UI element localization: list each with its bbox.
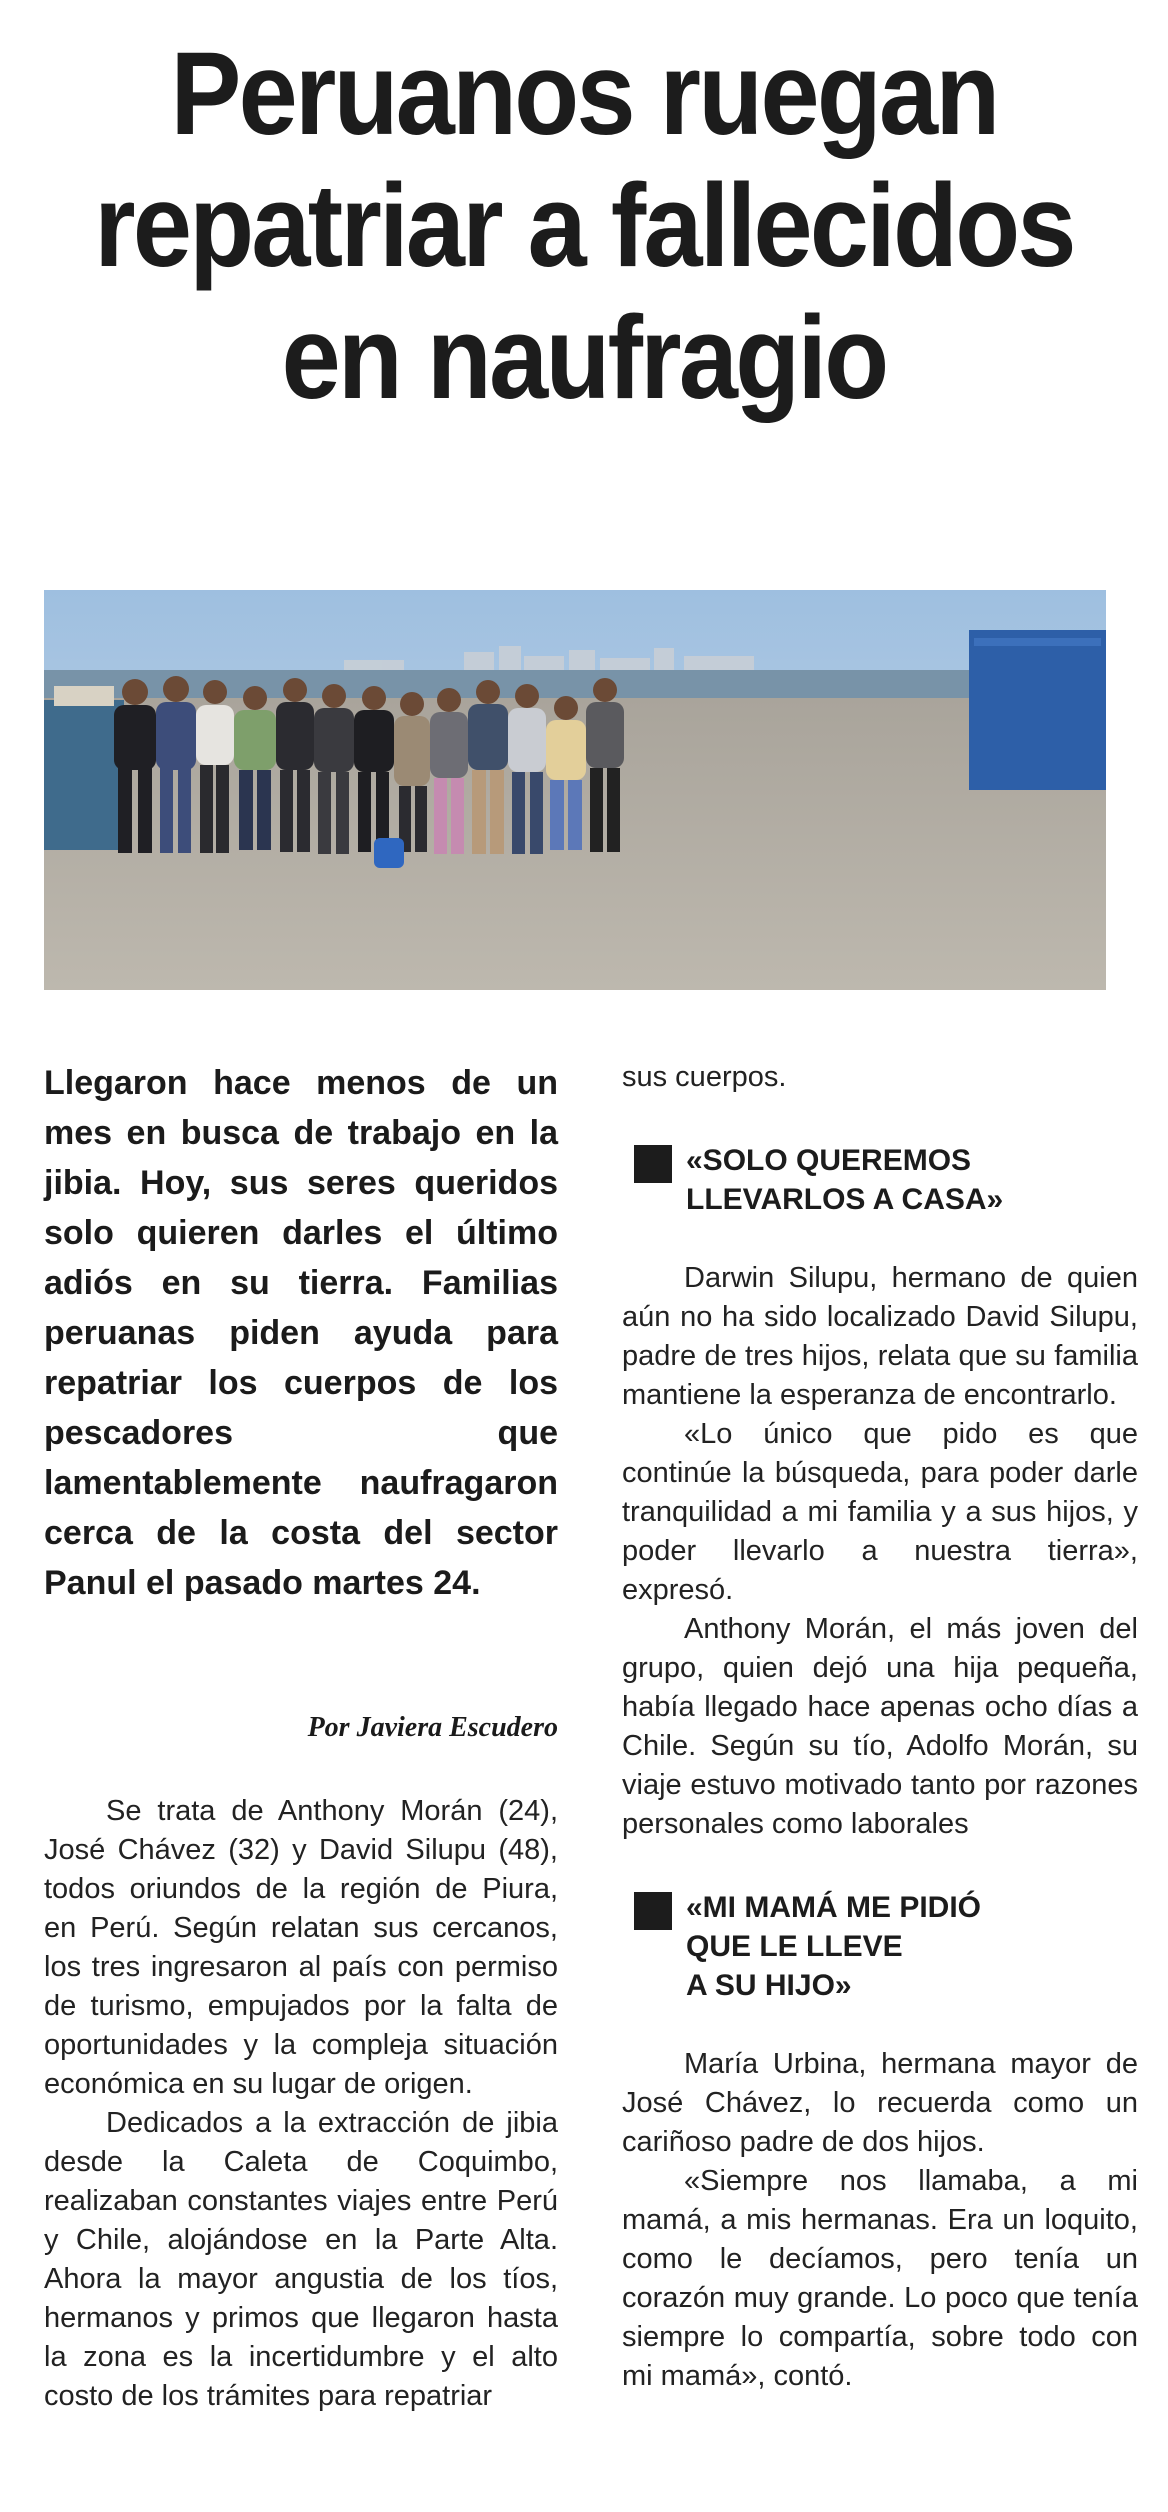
article-headline — [85, 28, 1082, 424]
paragraph: Dedicados a la extracción de jibia desde la Caleta de Coquimbo, realizaban constantes viajes entre Perú y Chile, alojándose en la Parte Alta. Ahora la mayor angustia de los tíos, hermanos y primos que llegaron hasta la zona es la incertidumbre y el alto costo de los trámites para repatriar — [44, 2107, 558, 2412]
paragraph: Darwin Silupu, hermano de quien aún no ha sido localizado David Silupu, padre de tres hijos, relata que su familia mantiene la esperanza de encontrarlo. — [622, 1262, 1138, 1411]
paragraph: María Urbina, hermana mayor de José Chávez, lo recuerda como un cariñoso padre de dos hijos. — [622, 2048, 1138, 2158]
paragraph-continuation: sus cuerpos. — [622, 1061, 787, 1093]
square-bullet-icon — [634, 1892, 672, 1930]
headline-line-2: repatriar a fallecidos — [94, 160, 1074, 292]
right-column — [622, 1058, 1138, 2396]
section-title-1: «SOLO QUEREMOS LLEVARLOS A CASA» — [686, 1144, 1004, 1216]
paragraph: Se trata de Anthony Morán (24), José Chávez (32) y David Silupu (48), todos oriundos de la región de Piura, en Perú. Según relatan sus cercanos, los tres ingresaron al país con permiso de turismo, empujados por la falta de oportunidades y la compleja situación económica en su lugar de origen. — [44, 1795, 558, 2100]
section-heading-2 — [634, 1888, 1138, 2005]
byline: Por Javiera Escudero — [307, 1712, 558, 1743]
section-2-body — [622, 2045, 1138, 2396]
paragraph: «Siempre nos llamaba, a mi mamá, a mis hermanas. Era un loquito, como le decíamos, pero tenía un corazón muy grande. Lo poco que tenía siempre lo compartía, sobre todo con mi mamá», contó. — [622, 2165, 1138, 2392]
article-lead: Llegaron hace menos de un mes en busca de trabajo en la jibia. Hoy, sus seres queridos solo quieren darles el último adiós en su tierra. Familias peruanas piden ayuda para repatriar los cuerpos de los pescadores que lamentablemente naufragaron cerca de la costa del sector Panul el pasado martes 24. — [44, 1064, 558, 1602]
section-1-body — [622, 1259, 1138, 1844]
section-heading-1 — [634, 1141, 1138, 1219]
headline-line-3: en naufragio — [281, 292, 887, 424]
group-photo — [44, 590, 1106, 990]
left-body-text — [44, 1792, 558, 2416]
section-title-2: «MI MAMÁ ME PIDIÓ QUE LE LLEVE A SU HIJO» — [686, 1891, 982, 2002]
paragraph: Anthony Morán, el más joven del grupo, quien dejó una hija pequeña, había llegado hace apenas ocho días a Chile. Según su tío, Adolfo Morán, su viaje estuvo motivado tanto por razones personales como laborales — [622, 1613, 1138, 1840]
headline-line-1: Peruanos ruegan — [170, 28, 998, 160]
right-body-text — [622, 1058, 1138, 1097]
square-bullet-icon — [634, 1145, 672, 1183]
paragraph: «Lo único que pido es que continúe la búsqueda, para poder darle tranquilidad a mi familia y a sus hijos, y poder llevarlo a nuestra tierra», expresó. — [622, 1418, 1138, 1606]
left-column — [44, 1058, 558, 2416]
